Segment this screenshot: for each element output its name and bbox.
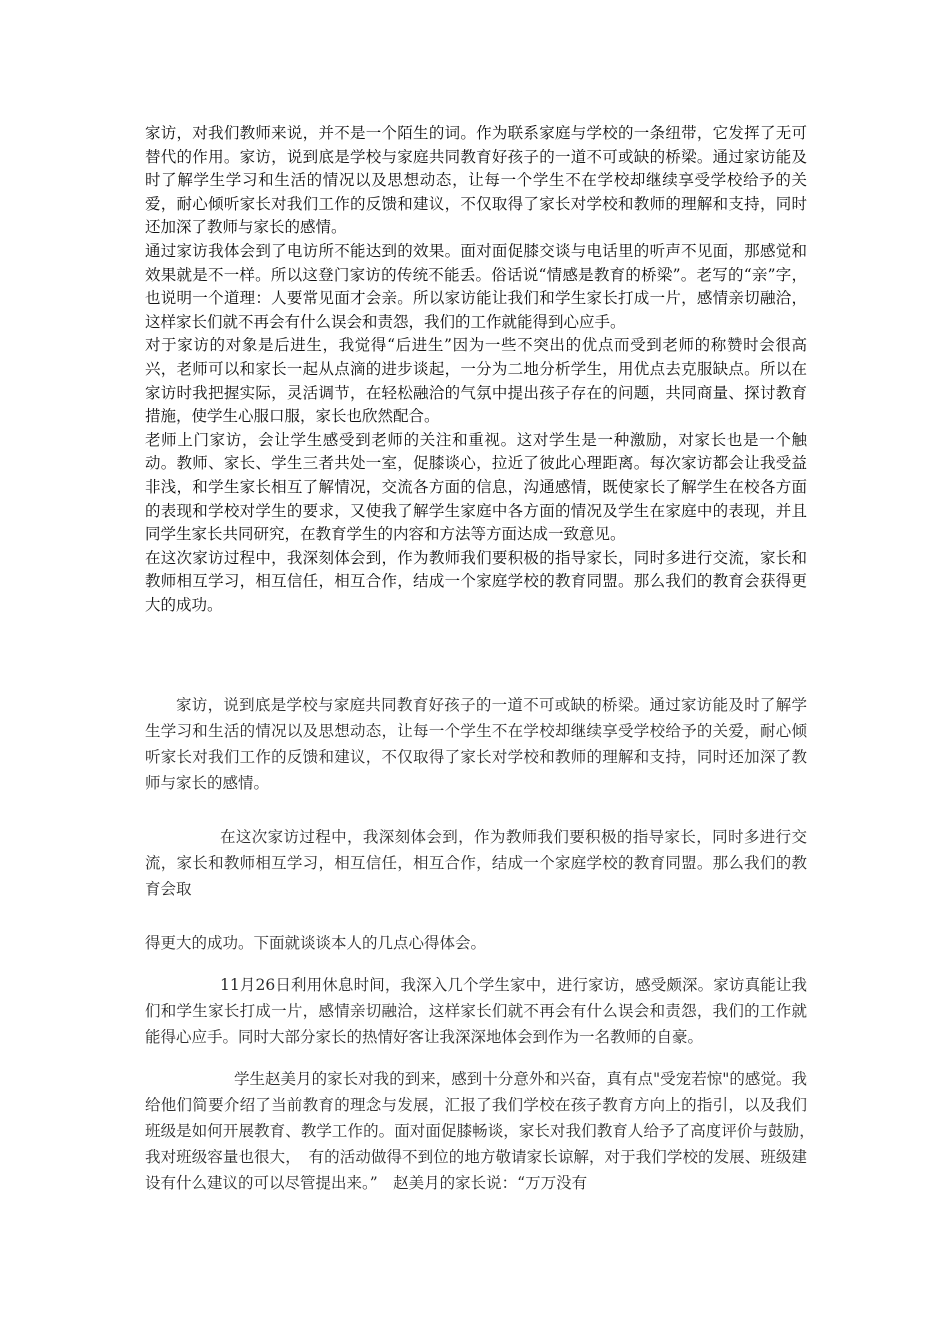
paragraph: 在这次家访过程中，我深刻体会到，作为教师我们要积极的指导家长，同时多进行交流，家长和教师相互学习，相互信任，相互合作，结成一个家庭学校的教育同盟。那么我们的教育会获得更大的成功。 — [145, 548, 807, 614]
article-part-one — [145, 122, 807, 617]
paragraph: 家访，说到底是学校与家庭共同教育好孩子的一道不可或缺的桥梁。通过家访能及时了解学生学习和生活的情况以及思想动态，让每一个学生不在学校却继续享受学校给予的关爱，耐心倾听家长对我们工作的反馈和建议，不仅取得了家长对学校和教师的理解和支持，同时还加深了教师与家长的感情。 — [145, 696, 807, 792]
paragraph: 家访，对我们教师来说，并不是一个陌生的词。作为联系家庭与学校的一条纽带，它发挥了无可替代的作用。家访，说到底是学校与家庭共同教育好孩子的一道不可或缺的桥梁。通过家访能及时了解学生学习和生活的情况以及思想动态，让每一个学生不在学校却继续享受学校给予的关爱，耐心倾听家长对我们工作的反馈和建议，不仅取得了家长对学校和教师的理解和支持，同时还加深了教师与家长的感情。 — [145, 124, 807, 237]
paragraph: 11月26日利用休息时间，我深入几个学生家中，进行家访，感受颇深。家访真能让我们和学生家长打成一片，感情亲切融洽，这样家长们就不再会有什么误会和责怨，我们的工作就能得心应手。同时大部分家长的热情好客让我深深地体会到作为一名教师的自豪。 — [145, 976, 807, 1046]
paragraph: 在这次家访过程中，我深刻体会到，作为教师我们要积极的指导家长，同时多进行交流，家长和教师相互学习，相互信任，相互合作，结成一个家庭学校的教育同盟。那么我们的教育会取 — [145, 828, 807, 898]
paragraph: 学生赵美月的家长对我的到来，感到十分意外和兴奋，真有点"受宠若惊"的感觉。我给他们简要介绍了当前教育的理念与发展，汇报了我们学校在孩子教育方向上的指引，以及我们班级是如何开展教育、教学工作的。面对面促膝畅谈，家长对我们教育人给予了高度评价与鼓励， 我对班级容量也很大， 有的活动做得不到位的地方敬请家长谅解，对于我们学校的发展、班级建设有什么建议的可以尽管提出来。” 赵美月的家长说：“万万没有 — [145, 1070, 839, 1192]
paragraph: 得更大的成功。下面就谈谈本人的几点心得体会。 — [145, 934, 487, 952]
paragraph: 老师上门家访，会让学生感受到老师的关注和重视。这对学生是一种激励，对家长也是一个触动。教师、家长、学生三者共处一室，促膝谈心，拉近了彼此心理距离。每次家访都会让我受益非浅，和学生家长相互了解情况，交流各方面的信息，沟通感情，既使家长了解学生在校各方面的表现和学校对学生的要求，又使我了解学生家庭中各方面的情况及学生在家庭中的表现，并且同学生家长共同研究，在教育学生的内容和方法等方面达成一致意见。 — [145, 430, 807, 544]
paragraph: 对于家访的对象是后进生，我觉得“后进生”因为一些不突出的优点而受到老师的称赞时会很高兴，老师可以和家长一起从点滴的进步谈起，一分为二地分析学生，用优点去克服缺点。所以在家访时我把握实际，灵活调节，在轻松融洽的气氛中提出孩子存在的问题，共同商量、探讨教育措施，使学生心服口服，家长也欣然配合。 — [145, 336, 807, 426]
article-part-two — [145, 692, 839, 1196]
paragraph: 通过家访我体会到了电访所不能达到的效果。面对面促膝交谈与电话里的听声不见面，那感觉和效果就是不一样。所以这登门家访的传统不能丢。俗话说“情感是教育的桥梁”。老写的“亲”字，也说明一个道理：人要常见面才会亲。所以家访能让我们和学生家长打成一片，感情亲切融洽，这样家长们就不再会有什么误会和责怨，我们的工作就能得到心应手。 — [145, 241, 807, 331]
